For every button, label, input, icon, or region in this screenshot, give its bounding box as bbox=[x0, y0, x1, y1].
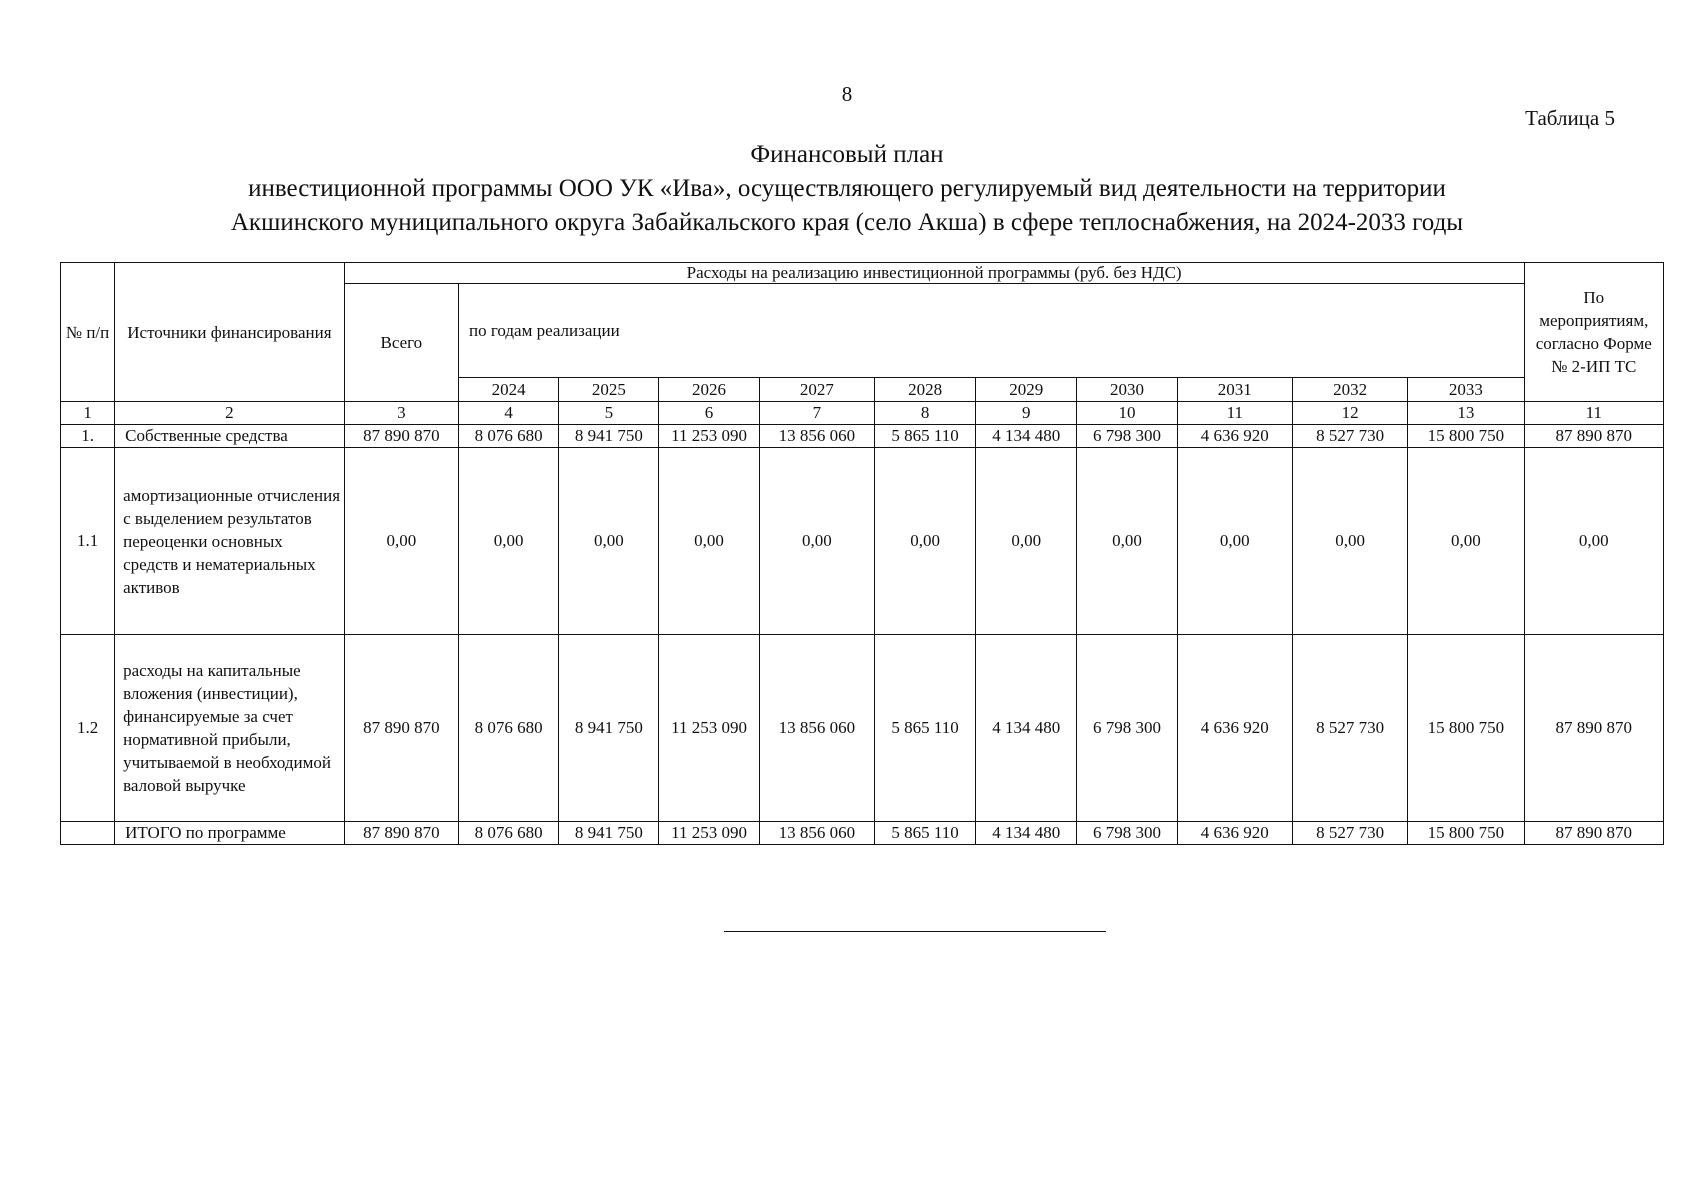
table-row bbox=[61, 635, 1664, 822]
column-number: 3 bbox=[344, 402, 458, 425]
row-year-value: 5 865 110 bbox=[874, 425, 975, 448]
header-by-years: по годам реализации bbox=[458, 284, 1524, 378]
row-num: 1. bbox=[61, 425, 115, 448]
row-year-value: 4 134 480 bbox=[976, 822, 1077, 845]
row-source: амортизационные отчисления с выделением результатов переоценки основных средств и нематериальных активов bbox=[115, 448, 345, 635]
financial-plan-table bbox=[60, 262, 1664, 845]
row-year-value: 11 253 090 bbox=[659, 635, 759, 822]
table-row bbox=[61, 425, 1664, 448]
row-num bbox=[61, 822, 115, 845]
row-year-value: 13 856 060 bbox=[759, 822, 874, 845]
row-total: 87 890 870 bbox=[344, 822, 458, 845]
row-per-form: 87 890 870 bbox=[1524, 425, 1663, 448]
row-year-value: 0,00 bbox=[559, 448, 659, 635]
row-num: 1.1 bbox=[61, 448, 115, 635]
row-per-form: 87 890 870 bbox=[1524, 635, 1663, 822]
column-number: 7 bbox=[759, 402, 874, 425]
title-line-2: инвестиционной программы ООО УК «Ива», осуществляющего регулируемый вид деятельности на территории bbox=[248, 175, 1446, 202]
column-number: 13 bbox=[1408, 402, 1524, 425]
column-number: 9 bbox=[976, 402, 1077, 425]
document-title bbox=[0, 138, 1694, 240]
row-total: 0,00 bbox=[344, 448, 458, 635]
table-label: Таблица 5 bbox=[1525, 106, 1615, 130]
header-expenses: Расходы на реализацию инвестиционной программы (руб. без НДС) bbox=[344, 263, 1524, 284]
column-number: 10 bbox=[1077, 402, 1177, 425]
column-number: 11 bbox=[1177, 402, 1292, 425]
row-year-value: 0,00 bbox=[759, 448, 874, 635]
column-number: 12 bbox=[1292, 402, 1407, 425]
row-year-value: 8 527 730 bbox=[1292, 822, 1407, 845]
header-per-form: По мероприятиям, согласно Форме № 2-ИП ТС bbox=[1524, 263, 1663, 402]
row-per-form: 87 890 870 bbox=[1524, 822, 1663, 845]
header-year: 2028 bbox=[874, 378, 975, 402]
row-source: расходы на капитальные вложения (инвестиции), финансируемые за счет нормативной прибыли, учитываемой в необходимой валовой выручке bbox=[115, 635, 345, 822]
row-year-value: 11 253 090 bbox=[659, 425, 759, 448]
row-year-value: 4 636 920 bbox=[1177, 822, 1292, 845]
header-total: Всего bbox=[344, 284, 458, 402]
column-number: 6 bbox=[659, 402, 759, 425]
column-number: 11 bbox=[1524, 402, 1663, 425]
table-row-total bbox=[61, 822, 1664, 845]
header-year: 2029 bbox=[976, 378, 1077, 402]
row-year-value: 13 856 060 bbox=[759, 635, 874, 822]
row-year-value: 15 800 750 bbox=[1408, 635, 1524, 822]
column-number: 5 bbox=[559, 402, 659, 425]
row-total: 87 890 870 bbox=[344, 425, 458, 448]
header-source: Источники финансирования bbox=[115, 263, 345, 402]
row-num: 1.2 bbox=[61, 635, 115, 822]
table-row bbox=[61, 448, 1664, 635]
row-year-value: 4 134 480 bbox=[976, 635, 1077, 822]
column-number: 4 bbox=[458, 402, 558, 425]
row-year-value: 0,00 bbox=[458, 448, 558, 635]
header-year: 2026 bbox=[659, 378, 759, 402]
header-num: № п/п bbox=[61, 263, 115, 402]
row-year-value: 5 865 110 bbox=[874, 635, 975, 822]
row-year-value: 15 800 750 bbox=[1408, 822, 1524, 845]
row-year-value: 8 941 750 bbox=[559, 425, 659, 448]
row-source: ИТОГО по программе bbox=[115, 822, 345, 845]
column-numbers-row bbox=[61, 402, 1664, 425]
row-year-value: 4 636 920 bbox=[1177, 635, 1292, 822]
row-year-value: 0,00 bbox=[874, 448, 975, 635]
row-year-value: 8 941 750 bbox=[559, 635, 659, 822]
header-year: 2025 bbox=[559, 378, 659, 402]
header-year: 2031 bbox=[1177, 378, 1292, 402]
title-line-1: Финансовый план bbox=[750, 141, 944, 168]
header-year: 2024 bbox=[458, 378, 558, 402]
title-line-3: Акшинского муниципального округа Забайкальского края (село Акша) в сфере теплоснабжения, на 2024-2033 годы bbox=[230, 209, 1464, 236]
header-year: 2033 bbox=[1408, 378, 1524, 402]
header-row-1 bbox=[61, 263, 1664, 284]
column-number: 1 bbox=[61, 402, 115, 425]
row-year-value: 0,00 bbox=[1077, 448, 1177, 635]
row-total: 87 890 870 bbox=[344, 635, 458, 822]
row-year-value: 8 076 680 bbox=[458, 425, 558, 448]
row-year-value: 0,00 bbox=[976, 448, 1077, 635]
row-year-value: 6 798 300 bbox=[1077, 635, 1177, 822]
row-year-value: 6 798 300 bbox=[1077, 822, 1177, 845]
row-year-value: 13 856 060 bbox=[759, 425, 874, 448]
row-year-value: 8 941 750 bbox=[559, 822, 659, 845]
footer-divider bbox=[724, 931, 1106, 932]
row-year-value: 0,00 bbox=[1292, 448, 1407, 635]
row-year-value: 0,00 bbox=[659, 448, 759, 635]
row-year-value: 8 076 680 bbox=[458, 822, 558, 845]
row-year-value: 0,00 bbox=[1177, 448, 1292, 635]
column-number: 8 bbox=[874, 402, 975, 425]
row-year-value: 8 527 730 bbox=[1292, 635, 1407, 822]
row-year-value: 6 798 300 bbox=[1077, 425, 1177, 448]
row-source: Собственные средства bbox=[115, 425, 345, 448]
row-year-value: 8 076 680 bbox=[458, 635, 558, 822]
page-number: 8 bbox=[841, 82, 853, 106]
row-year-value: 0,00 bbox=[1408, 448, 1524, 635]
row-year-value: 4 636 920 bbox=[1177, 425, 1292, 448]
row-year-value: 5 865 110 bbox=[874, 822, 975, 845]
row-year-value: 11 253 090 bbox=[659, 822, 759, 845]
row-year-value: 4 134 480 bbox=[976, 425, 1077, 448]
header-year: 2030 bbox=[1077, 378, 1177, 402]
row-per-form: 0,00 bbox=[1524, 448, 1663, 635]
header-year: 2032 bbox=[1292, 378, 1407, 402]
row-year-value: 15 800 750 bbox=[1408, 425, 1524, 448]
column-number: 2 bbox=[115, 402, 345, 425]
header-year: 2027 bbox=[759, 378, 874, 402]
row-year-value: 8 527 730 bbox=[1292, 425, 1407, 448]
